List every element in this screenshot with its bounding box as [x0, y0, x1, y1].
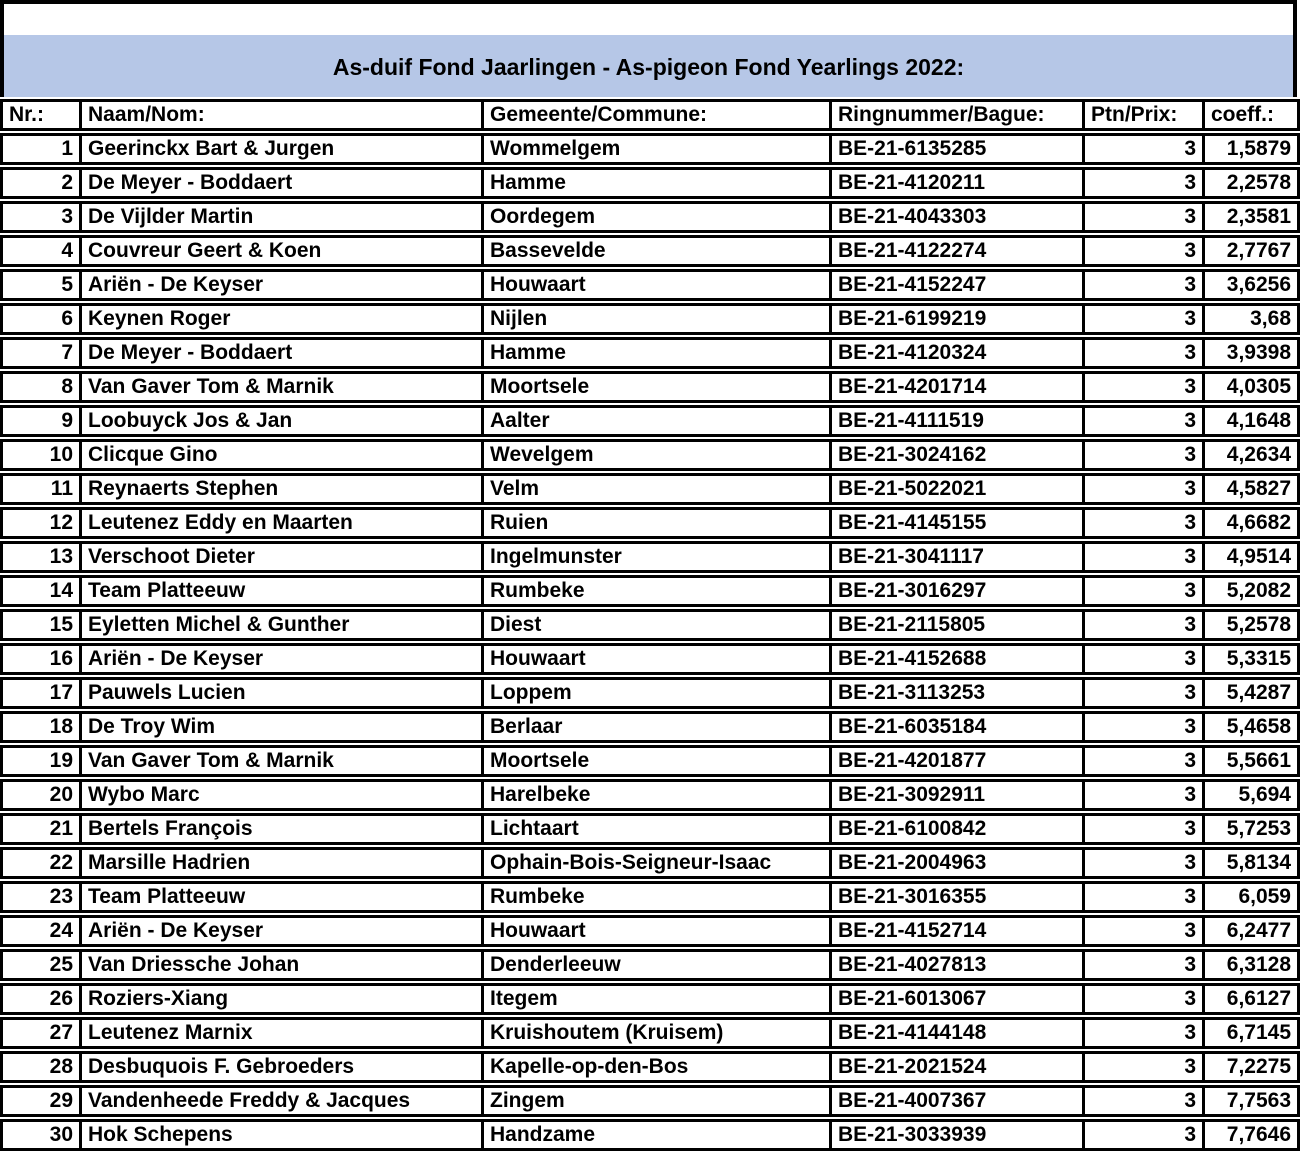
cell-ringnummer: BE-21-4144148	[829, 1017, 1082, 1049]
cell-nr: 16	[0, 643, 79, 675]
table-row	[0, 813, 1300, 845]
cell-coeff: 6,059	[1202, 881, 1300, 913]
cell-gemeente: Lichtaart	[481, 813, 829, 845]
cell-coeff: 6,6127	[1202, 983, 1300, 1015]
cell-nr: 28	[0, 1051, 79, 1083]
table-row	[0, 1119, 1300, 1151]
cell-ptn: 3	[1082, 1017, 1202, 1049]
table-row	[0, 949, 1300, 981]
cell-nr: 7	[0, 337, 79, 369]
cell-nr: 10	[0, 439, 79, 471]
cell-nr: 30	[0, 1119, 79, 1151]
table-row	[0, 779, 1300, 811]
cell-coeff: 4,5827	[1202, 473, 1300, 505]
cell-gemeente: Nijlen	[481, 303, 829, 335]
cell-nr: 26	[0, 983, 79, 1015]
cell-naam: Roziers-Xiang	[79, 983, 481, 1015]
cell-naam: De Meyer - Boddaert	[79, 337, 481, 369]
cell-gemeente: Kruishoutem (Kruisem)	[481, 1017, 829, 1049]
cell-nr: 21	[0, 813, 79, 845]
cell-coeff: 5,5661	[1202, 745, 1300, 777]
cell-ptn: 3	[1082, 337, 1202, 369]
cell-naam: Van Gaver Tom & Marnik	[79, 745, 481, 777]
cell-ptn: 3	[1082, 473, 1202, 505]
cell-gemeente: Denderleeuw	[481, 949, 829, 981]
cell-naam: Desbuquois F. Gebroeders	[79, 1051, 481, 1083]
cell-naam: De Troy Wim	[79, 711, 481, 743]
cell-naam: Hok Schepens	[79, 1119, 481, 1151]
table-row	[0, 473, 1300, 505]
cell-gemeente: Wevelgem	[481, 439, 829, 471]
cell-nr: 20	[0, 779, 79, 811]
cell-ptn: 3	[1082, 133, 1202, 165]
cell-nr: 14	[0, 575, 79, 607]
cell-ptn: 3	[1082, 983, 1202, 1015]
cell-ptn: 3	[1082, 1051, 1202, 1083]
cell-ringnummer: BE-21-3092911	[829, 779, 1082, 811]
cell-naam: Loobuyck Jos & Jan	[79, 405, 481, 437]
cell-ptn: 3	[1082, 949, 1202, 981]
table-row	[0, 201, 1300, 233]
cell-ringnummer: BE-21-3016297	[829, 575, 1082, 607]
table-row	[0, 133, 1300, 165]
cell-ringnummer: BE-21-3033939	[829, 1119, 1082, 1151]
table-row	[0, 541, 1300, 573]
cell-ringnummer: BE-21-2115805	[829, 609, 1082, 641]
cell-gemeente: Ophain-Bois-Seigneur-Isaac	[481, 847, 829, 879]
table-row	[0, 881, 1300, 913]
table-row	[0, 711, 1300, 743]
cell-nr: 1	[0, 133, 79, 165]
cell-ptn: 3	[1082, 881, 1202, 913]
cell-naam: Van Gaver Tom & Marnik	[79, 371, 481, 403]
cell-gemeente: Houwaart	[481, 643, 829, 675]
cell-coeff: 4,1648	[1202, 405, 1300, 437]
table-row	[0, 337, 1300, 369]
table-row	[0, 983, 1300, 1015]
cell-ptn: 3	[1082, 167, 1202, 199]
cell-gemeente: Houwaart	[481, 269, 829, 301]
cell-naam: Marsille Hadrien	[79, 847, 481, 879]
cell-coeff: 4,0305	[1202, 371, 1300, 403]
table-row	[0, 847, 1300, 879]
cell-coeff: 2,2578	[1202, 167, 1300, 199]
table-row	[0, 303, 1300, 335]
page-title: As-duif Fond Jaarlingen - As-pigeon Fond Yearlings 2022:	[332, 53, 965, 80]
cell-naam: Ariën - De Keyser	[79, 915, 481, 947]
cell-gemeente: Harelbeke	[481, 779, 829, 811]
cell-ptn: 3	[1082, 269, 1202, 301]
cell-coeff: 4,2634	[1202, 439, 1300, 471]
table-row	[0, 1085, 1300, 1117]
cell-ringnummer: BE-21-3113253	[829, 677, 1082, 709]
column-header-coeff: coeff.:	[1202, 99, 1300, 131]
cell-ringnummer: BE-21-4152714	[829, 915, 1082, 947]
column-header-naam: Naam/Nom:	[79, 99, 481, 131]
table-row	[0, 1051, 1300, 1083]
cell-naam: De Vijlder Martin	[79, 201, 481, 233]
cell-ringnummer: BE-21-4007367	[829, 1085, 1082, 1117]
cell-naam: Ariën - De Keyser	[79, 269, 481, 301]
cell-naam: Leutenez Eddy en Maarten	[79, 507, 481, 539]
cell-ringnummer: BE-21-6013067	[829, 983, 1082, 1015]
table-row	[0, 439, 1300, 471]
cell-ptn: 3	[1082, 575, 1202, 607]
table-row	[0, 1017, 1300, 1049]
cell-coeff: 7,7646	[1202, 1119, 1300, 1151]
cell-naam: Team Platteeuw	[79, 575, 481, 607]
cell-gemeente: Berlaar	[481, 711, 829, 743]
cell-ringnummer: BE-21-3024162	[829, 439, 1082, 471]
cell-gemeente: Kapelle-op-den-Bos	[481, 1051, 829, 1083]
cell-gemeente: Diest	[481, 609, 829, 641]
cell-ringnummer: BE-21-6135285	[829, 133, 1082, 165]
cell-gemeente: Itegem	[481, 983, 829, 1015]
cell-gemeente: Ingelmunster	[481, 541, 829, 573]
cell-ringnummer: BE-21-4120324	[829, 337, 1082, 369]
table-row	[0, 745, 1300, 777]
table-row	[0, 167, 1300, 199]
cell-ptn: 3	[1082, 915, 1202, 947]
cell-ptn: 3	[1082, 711, 1202, 743]
cell-ringnummer: BE-21-4043303	[829, 201, 1082, 233]
cell-gemeente: Oordegem	[481, 201, 829, 233]
table-row	[0, 269, 1300, 301]
cell-ringnummer: BE-21-6035184	[829, 711, 1082, 743]
table-row	[0, 507, 1300, 539]
cell-nr: 11	[0, 473, 79, 505]
table-row	[0, 609, 1300, 641]
cell-naam: Eyletten Michel & Gunther	[79, 609, 481, 641]
cell-ringnummer: BE-21-2021524	[829, 1051, 1082, 1083]
cell-nr: 23	[0, 881, 79, 913]
table-row	[0, 677, 1300, 709]
cell-nr: 24	[0, 915, 79, 947]
header-row	[0, 99, 1300, 131]
cell-nr: 22	[0, 847, 79, 879]
cell-ptn: 3	[1082, 1085, 1202, 1117]
cell-nr: 29	[0, 1085, 79, 1117]
cell-coeff: 2,3581	[1202, 201, 1300, 233]
title-banner	[4, 35, 1293, 99]
table-row	[0, 575, 1300, 607]
cell-nr: 4	[0, 235, 79, 267]
cell-naam: De Meyer - Boddaert	[79, 167, 481, 199]
cell-ringnummer: BE-21-6199219	[829, 303, 1082, 335]
cell-coeff: 5,8134	[1202, 847, 1300, 879]
cell-ptn: 3	[1082, 677, 1202, 709]
cell-naam: Verschoot Dieter	[79, 541, 481, 573]
cell-coeff: 5,4658	[1202, 711, 1300, 743]
cell-ringnummer: BE-21-5022021	[829, 473, 1082, 505]
cell-ptn: 3	[1082, 1119, 1202, 1151]
table-row	[0, 405, 1300, 437]
title-block	[0, 0, 1297, 99]
table-row	[0, 371, 1300, 403]
cell-gemeente: Rumbeke	[481, 575, 829, 607]
cell-ringnummer: BE-21-6100842	[829, 813, 1082, 845]
cell-coeff: 5,694	[1202, 779, 1300, 811]
cell-coeff: 6,7145	[1202, 1017, 1300, 1049]
cell-naam: Keynen Roger	[79, 303, 481, 335]
cell-gemeente: Moortsele	[481, 745, 829, 777]
empty-top-cell	[4, 4, 1293, 35]
cell-gemeente: Wommelgem	[481, 133, 829, 165]
cell-coeff: 5,2082	[1202, 575, 1300, 607]
cell-nr: 2	[0, 167, 79, 199]
cell-nr: 25	[0, 949, 79, 981]
table-row	[0, 915, 1300, 947]
cell-naam: Couvreur Geert & Koen	[79, 235, 481, 267]
cell-ringnummer: BE-21-3016355	[829, 881, 1082, 913]
cell-nr: 27	[0, 1017, 79, 1049]
cell-ptn: 3	[1082, 541, 1202, 573]
cell-gemeente: Ruien	[481, 507, 829, 539]
cell-coeff: 2,7767	[1202, 235, 1300, 267]
cell-ringnummer: BE-21-3041117	[829, 541, 1082, 573]
cell-ptn: 3	[1082, 303, 1202, 335]
cell-ringnummer: BE-21-4122274	[829, 235, 1082, 267]
table-body	[0, 133, 1300, 1151]
cell-gemeente: Handzame	[481, 1119, 829, 1151]
cell-naam: Reynaerts Stephen	[79, 473, 481, 505]
column-header-gemeente: Gemeente/Commune:	[481, 99, 829, 131]
cell-coeff: 4,9514	[1202, 541, 1300, 573]
cell-coeff: 6,3128	[1202, 949, 1300, 981]
cell-ringnummer: BE-21-4201714	[829, 371, 1082, 403]
cell-gemeente: Loppem	[481, 677, 829, 709]
cell-ringnummer: BE-21-4111519	[829, 405, 1082, 437]
cell-nr: 17	[0, 677, 79, 709]
cell-gemeente: Zingem	[481, 1085, 829, 1117]
cell-ptn: 3	[1082, 405, 1202, 437]
cell-nr: 5	[0, 269, 79, 301]
cell-ringnummer: BE-21-4120211	[829, 167, 1082, 199]
cell-coeff: 7,2275	[1202, 1051, 1300, 1083]
cell-coeff: 3,9398	[1202, 337, 1300, 369]
cell-ptn: 3	[1082, 507, 1202, 539]
cell-ptn: 3	[1082, 201, 1202, 233]
cell-nr: 8	[0, 371, 79, 403]
cell-naam: Van Driessche Johan	[79, 949, 481, 981]
cell-nr: 19	[0, 745, 79, 777]
cell-nr: 3	[0, 201, 79, 233]
cell-coeff: 1,5879	[1202, 133, 1300, 165]
cell-ringnummer: BE-21-4152688	[829, 643, 1082, 675]
cell-ptn: 3	[1082, 371, 1202, 403]
cell-ringnummer: BE-21-4201877	[829, 745, 1082, 777]
table-row	[0, 235, 1300, 267]
cell-nr: 9	[0, 405, 79, 437]
cell-ptn: 3	[1082, 439, 1202, 471]
cell-gemeente: Aalter	[481, 405, 829, 437]
cell-gemeente: Bassevelde	[481, 235, 829, 267]
table-row	[0, 643, 1300, 675]
cell-nr: 6	[0, 303, 79, 335]
cell-ptn: 3	[1082, 609, 1202, 641]
cell-naam: Leutenez Marnix	[79, 1017, 481, 1049]
cell-nr: 15	[0, 609, 79, 641]
cell-gemeente: Hamme	[481, 337, 829, 369]
cell-ptn: 3	[1082, 813, 1202, 845]
cell-ringnummer: BE-21-4145155	[829, 507, 1082, 539]
cell-nr: 12	[0, 507, 79, 539]
column-header-ringnummer: Ringnummer/Bague:	[829, 99, 1082, 131]
cell-ptn: 3	[1082, 779, 1202, 811]
cell-naam: Ariën - De Keyser	[79, 643, 481, 675]
cell-ringnummer: BE-21-2004963	[829, 847, 1082, 879]
cell-naam: Clicque Gino	[79, 439, 481, 471]
cell-coeff: 5,7253	[1202, 813, 1300, 845]
cell-naam: Bertels François	[79, 813, 481, 845]
cell-coeff: 3,6256	[1202, 269, 1300, 301]
cell-gemeente: Hamme	[481, 167, 829, 199]
cell-coeff: 7,7563	[1202, 1085, 1300, 1117]
results-table	[0, 97, 1300, 1153]
column-header-ptn: Ptn/Prix:	[1082, 99, 1202, 131]
cell-coeff: 6,2477	[1202, 915, 1300, 947]
cell-coeff: 5,3315	[1202, 643, 1300, 675]
cell-naam: Pauwels Lucien	[79, 677, 481, 709]
cell-gemeente: Rumbeke	[481, 881, 829, 913]
cell-ptn: 3	[1082, 847, 1202, 879]
cell-naam: Geerinckx Bart & Jurgen	[79, 133, 481, 165]
cell-gemeente: Houwaart	[481, 915, 829, 947]
cell-nr: 18	[0, 711, 79, 743]
cell-naam: Team Platteeuw	[79, 881, 481, 913]
cell-ptn: 3	[1082, 235, 1202, 267]
cell-ptn: 3	[1082, 745, 1202, 777]
cell-ringnummer: BE-21-4027813	[829, 949, 1082, 981]
cell-coeff: 5,2578	[1202, 609, 1300, 641]
cell-coeff: 5,4287	[1202, 677, 1300, 709]
cell-gemeente: Moortsele	[481, 371, 829, 403]
cell-naam: Vandenheede Freddy & Jacques	[79, 1085, 481, 1117]
cell-nr: 13	[0, 541, 79, 573]
column-header-nr: Nr.:	[0, 99, 79, 131]
cell-naam: Wybo Marc	[79, 779, 481, 811]
cell-gemeente: Velm	[481, 473, 829, 505]
cell-coeff: 3,68	[1202, 303, 1300, 335]
cell-coeff: 4,6682	[1202, 507, 1300, 539]
cell-ptn: 3	[1082, 643, 1202, 675]
cell-ringnummer: BE-21-4152247	[829, 269, 1082, 301]
